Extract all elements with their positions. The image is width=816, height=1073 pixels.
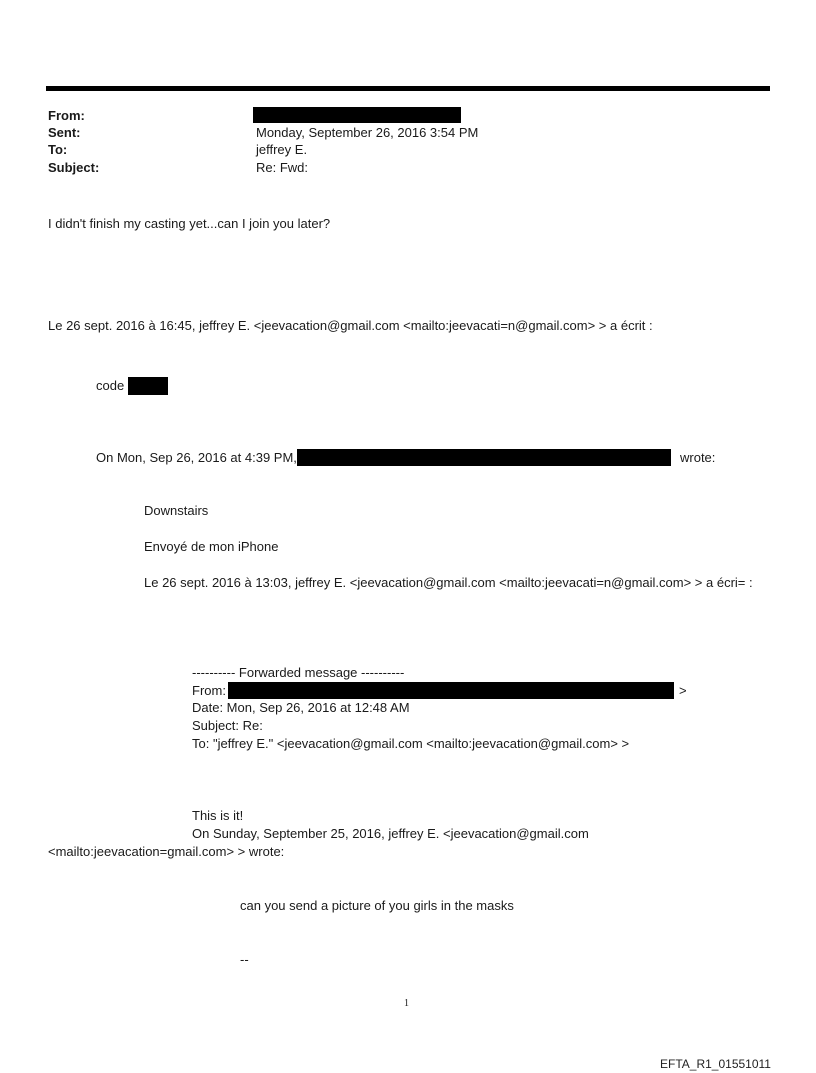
redacted-quote2-sender bbox=[297, 449, 671, 466]
code-label: code bbox=[96, 378, 125, 393]
from-label: From: bbox=[48, 108, 85, 123]
forwarded-marker: ---------- Forwarded message ---------- bbox=[192, 665, 405, 680]
signature-dash: -- bbox=[240, 952, 249, 967]
reply-text: I didn't finish my casting yet...can I join you later? bbox=[48, 216, 331, 231]
quote1-header: Le 26 sept. 2016 à 16:45, jeffrey E. <jeevacation@gmail.com <mailto:jeevacati=n@gmail.com> > a écrit : bbox=[48, 318, 653, 333]
to-label: To: bbox=[48, 142, 68, 157]
page-number: 1 bbox=[404, 998, 409, 1009]
downstairs-text: Downstairs bbox=[144, 503, 209, 518]
quote4-header-line1: On Sunday, September 25, 2016, jeffrey E. <jeevacation@gmail.com bbox=[192, 826, 589, 841]
this-is-it-text: This is it! bbox=[192, 808, 244, 823]
to-value: jeffrey E. bbox=[256, 142, 308, 157]
sent-from-text: Envoyé de mon iPhone bbox=[144, 539, 279, 554]
fwd-to: To: "jeffrey E." <jeevacation@gmail.com <mailto:jeevacation@gmail.com> > bbox=[192, 736, 630, 751]
quote3-header: Le 26 sept. 2016 à 13:03, jeffrey E. <jeevacation@gmail.com <mailto:jeevacati=n@gmail.com> > a écri= : bbox=[144, 575, 753, 590]
request-text: can you send a picture of you girls in the masks bbox=[240, 898, 514, 913]
subject-label: Subject: bbox=[48, 160, 100, 175]
redacted-code bbox=[128, 377, 168, 395]
sent-value: Monday, September 26, 2016 3:54 PM bbox=[256, 125, 479, 140]
quote4-header-line2: <mailto:jeevacation=gmail.com> > wrote: bbox=[48, 844, 285, 859]
redacted-sender bbox=[253, 107, 461, 123]
quote2-header-prefix: On Mon, Sep 26, 2016 at 4:39 PM, bbox=[96, 450, 297, 465]
fwd-from-label: From: bbox=[192, 683, 226, 698]
quote2-header-suffix: wrote: bbox=[680, 450, 716, 465]
fwd-from-suffix: > bbox=[679, 683, 687, 698]
header-rule bbox=[46, 86, 770, 91]
footer-document-id: EFTA_R1_01551011 bbox=[660, 1057, 771, 1071]
fwd-date: Date: Mon, Sep 26, 2016 at 12:48 AM bbox=[192, 700, 410, 715]
fwd-subject: Subject: Re: bbox=[192, 718, 263, 733]
subject-value: Re: Fwd: bbox=[256, 160, 309, 175]
sent-label: Sent: bbox=[48, 125, 81, 140]
redacted-fwd-sender bbox=[228, 682, 674, 699]
